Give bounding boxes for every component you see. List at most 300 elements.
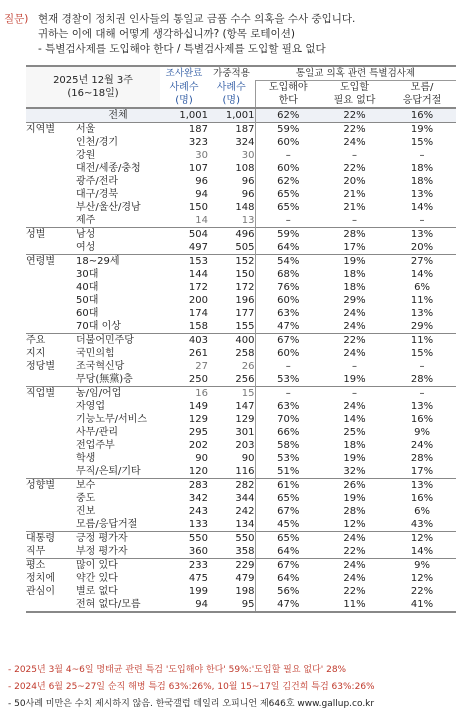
row-count-weighted: 147 — [235, 401, 255, 412]
row-pct-dk: 16% — [410, 493, 434, 504]
row-pct-yes: 59% — [255, 123, 321, 137]
row-label: 30대 — [76, 269, 99, 280]
row-count-done: 233 — [160, 559, 208, 573]
row-pct-dk: – — [419, 361, 425, 372]
row-pct-yes: 76% — [255, 281, 321, 294]
row-category — [26, 426, 76, 439]
footnote-1: - 2025년 3월 4~6일 명태균 관련 특검 '도입해야 한다' 59%:'도입할 필요 없다' 28% — [8, 665, 347, 675]
row-count-weighted: 148 — [235, 202, 255, 213]
row-category — [26, 505, 76, 518]
row-count-done: 250 — [188, 374, 208, 385]
row-count-weighted: 229 — [208, 559, 255, 573]
table-row — [26, 452, 456, 465]
row-pct-dk: 41% — [388, 598, 456, 612]
row-pct-yes: 60% — [255, 162, 321, 175]
row-label: 무직/은퇴/기타 — [76, 466, 141, 477]
row-label: 인천/경기 — [76, 137, 119, 148]
row-pct-yes: 63% — [255, 307, 321, 320]
period-header — [26, 66, 160, 108]
row-pct-dk: 15% — [410, 137, 434, 148]
row-category: 연령별 — [26, 255, 76, 269]
row-count-weighted: 187 — [208, 123, 255, 137]
table-row — [26, 505, 456, 518]
row-category — [26, 294, 76, 307]
row-count-done: 295 — [188, 427, 208, 438]
row-pct-dk: 12% — [388, 532, 456, 546]
row-count-done: 94 — [195, 189, 208, 200]
table-row — [26, 439, 456, 452]
row-count-done: 360 — [188, 546, 208, 557]
table-row — [26, 268, 456, 281]
row-category — [26, 136, 76, 149]
row-count-weighted: 479 — [235, 573, 255, 584]
row-pct-dk: 19% — [388, 123, 456, 137]
row-pct-yes: 51% — [255, 465, 321, 479]
row-pct-no: 21% — [343, 202, 366, 213]
row-category — [26, 241, 76, 255]
row-count-weighted: 152 — [208, 255, 255, 269]
table-row — [26, 201, 456, 214]
row-pct-dk: 13% — [388, 479, 456, 493]
row-pct-dk: – — [419, 215, 425, 226]
row-pct-no: 18% — [343, 440, 366, 451]
row-count-done: 497 — [188, 242, 208, 253]
table-row — [26, 559, 456, 573]
row-pct-dk: 24% — [410, 440, 434, 451]
row-label: 제주 — [76, 215, 96, 226]
row-category — [26, 492, 76, 505]
row-count-weighted: 90 — [241, 453, 255, 464]
table-row — [26, 307, 456, 320]
row-category — [26, 465, 76, 479]
row-pct-yes: 56% — [255, 585, 321, 598]
row-label: 전업주부 — [76, 440, 115, 451]
row-pct-dk: 29% — [410, 321, 434, 332]
header-weighted: 가중적용 — [208, 66, 255, 81]
row-category — [26, 452, 76, 465]
row-pct-yes: 45% — [255, 518, 321, 532]
row-pct-yes: 53% — [255, 452, 321, 465]
row-pct-no: 22% — [321, 123, 388, 137]
row-pct-yes: 53% — [255, 373, 321, 387]
subheader-yes: 도입해야 한다 — [255, 81, 321, 109]
row-category: 지지 — [26, 348, 46, 359]
row-label: 대구/경북 — [76, 189, 119, 200]
row-label: 농/임/어업 — [76, 387, 160, 401]
row-category — [26, 108, 76, 123]
row-label: 진보 — [76, 506, 96, 517]
row-category — [26, 400, 76, 413]
row-label: 광주/전라 — [76, 176, 119, 187]
row-category — [26, 307, 76, 320]
row-pct-no: 22% — [343, 163, 366, 174]
row-count-weighted: 26 — [241, 361, 255, 372]
row-pct-yes: – — [255, 387, 321, 401]
row-count-weighted: 282 — [208, 479, 255, 493]
subheader-weighted: 사례수 (명) — [208, 81, 255, 109]
row-pct-no: 24% — [343, 321, 366, 332]
row-category: 관심이 — [26, 586, 55, 597]
row-pct-yes: 65% — [255, 492, 321, 505]
subheader-done: 사례수 (명) — [160, 81, 208, 109]
footnotes — [8, 662, 464, 713]
row-pct-no: – — [352, 361, 357, 372]
table-row — [26, 532, 456, 546]
row-pct-dk: 27% — [388, 255, 456, 269]
row-count-weighted: 344 — [235, 493, 255, 504]
row-pct-yes: – — [255, 360, 321, 373]
table-row — [26, 136, 456, 149]
row-category — [26, 373, 76, 387]
row-pct-dk: 14% — [410, 269, 434, 280]
row-count-weighted: 155 — [235, 321, 255, 332]
row-count-weighted: 150 — [235, 269, 255, 280]
row-pct-no: 29% — [343, 295, 366, 306]
period-line-2: (16~18일) — [67, 88, 119, 99]
row-pct-no: 24% — [343, 308, 366, 319]
row-label: 조국혁신당 — [76, 361, 125, 372]
table-row — [26, 334, 456, 348]
row-pct-yes: 67% — [255, 559, 321, 573]
row-label: 무당(無黨)층 — [76, 374, 133, 385]
row-count-done: 158 — [188, 321, 208, 332]
row-count-done: 550 — [160, 532, 208, 546]
table-row — [26, 413, 456, 426]
row-pct-no: 22% — [321, 334, 388, 348]
row-category — [26, 439, 76, 452]
question-line-1: 현재 경찰이 정치권 인사들의 통일교 금품 수수 의혹을 수사 중입니다. — [38, 13, 356, 25]
row-category — [26, 188, 76, 201]
row-category: 정당별 — [26, 361, 55, 372]
row-pct-yes: 67% — [255, 334, 321, 348]
row-count-done: 283 — [160, 479, 208, 493]
row-pct-dk: 9% — [388, 559, 456, 573]
row-label: 국민의힘 — [76, 348, 115, 359]
row-category: 대통령 — [26, 532, 76, 546]
row-count-done: 150 — [188, 202, 208, 213]
table-row — [26, 162, 456, 175]
subheader-dk: 모름/ 응답거절 — [388, 81, 456, 109]
table-row — [26, 228, 456, 242]
row-count-done: 202 — [188, 440, 208, 451]
row-pct-dk: 13% — [410, 189, 434, 200]
table-row — [26, 294, 456, 307]
row-count-done: 200 — [188, 295, 208, 306]
row-label: 많이 있다 — [76, 559, 160, 573]
row-count-weighted: 358 — [235, 546, 255, 557]
table-row — [26, 426, 456, 439]
row-pct-dk: 20% — [410, 242, 434, 253]
row-label: 여성 — [76, 242, 96, 253]
row-pct-no: 22% — [343, 586, 366, 597]
row-label: 학생 — [76, 453, 96, 464]
row-count-done: 14 — [195, 215, 208, 226]
row-pct-dk: 15% — [410, 348, 434, 359]
row-count-done: 94 — [160, 598, 208, 612]
row-label: 전혀 없다/모름 — [76, 598, 160, 612]
header-group: 통일교 의혹 관련 특별검사제 — [255, 66, 456, 81]
row-count-done: 243 — [188, 506, 208, 517]
row-count-done: 342 — [188, 493, 208, 504]
row-count-weighted: 177 — [235, 308, 255, 319]
table-row — [26, 241, 456, 255]
row-pct-yes: 68% — [255, 268, 321, 281]
row-count-done: 16 — [160, 387, 208, 401]
row-count-weighted: 242 — [235, 506, 255, 517]
row-label: 부산/울산/경남 — [76, 202, 141, 213]
table-row — [26, 188, 456, 201]
row-category: 평소 — [26, 559, 76, 573]
row-pct-dk: 16% — [388, 108, 456, 123]
row-pct-no: – — [321, 387, 388, 401]
period-line-1: 2025년 12월 3주 — [53, 75, 133, 86]
row-count-weighted: 198 — [235, 586, 255, 597]
row-label: 전체 — [76, 108, 160, 123]
row-pct-no: 18% — [343, 282, 366, 293]
row-pct-dk: – — [419, 150, 425, 161]
row-pct-dk: 9% — [414, 427, 430, 438]
row-count-done: 90 — [195, 453, 208, 464]
row-count-weighted: 550 — [208, 532, 255, 546]
row-pct-yes: 61% — [255, 479, 321, 493]
row-count-weighted: 324 — [235, 137, 255, 148]
row-pct-no: 24% — [321, 559, 388, 573]
row-pct-no: 28% — [343, 506, 366, 517]
row-pct-no: 18% — [343, 269, 366, 280]
row-pct-yes: 65% — [255, 532, 321, 546]
row-count-weighted: 108 — [235, 163, 255, 174]
row-label: 18~29세 — [76, 255, 160, 269]
row-pct-yes: 59% — [255, 228, 321, 242]
row-count-weighted: 1,001 — [208, 108, 255, 123]
row-pct-no: 32% — [343, 466, 366, 477]
row-pct-no: 24% — [343, 348, 366, 359]
row-category: 지역별 — [26, 123, 76, 137]
table-row — [26, 387, 456, 401]
table-row — [26, 373, 456, 387]
row-pct-no: 12% — [343, 519, 366, 530]
row-count-done: 199 — [188, 586, 208, 597]
row-pct-dk: 6% — [414, 506, 430, 517]
row-label: 60대 — [76, 308, 99, 319]
row-pct-no: 19% — [343, 374, 366, 385]
row-pct-no: 24% — [343, 401, 366, 412]
row-label: 대전/세종/충청 — [76, 163, 141, 174]
row-pct-dk: 17% — [410, 466, 434, 477]
table-row-total — [26, 108, 456, 123]
row-pct-no: 26% — [321, 479, 388, 493]
row-category — [26, 281, 76, 294]
row-label: 중도 — [76, 493, 96, 504]
question-line-2: 귀하는 이에 대해 어떻게 생각하십니까? (항목 로테이션) — [38, 28, 295, 40]
row-count-done: 120 — [188, 466, 208, 477]
row-pct-dk: 13% — [388, 228, 456, 242]
row-pct-dk: 11% — [410, 295, 434, 306]
table-row — [26, 479, 456, 493]
table-row — [26, 347, 456, 360]
row-count-weighted: 301 — [235, 427, 255, 438]
table-row — [26, 545, 456, 559]
row-pct-yes: 54% — [255, 255, 321, 269]
subheader-no: 도입할 필요 없다 — [321, 81, 388, 109]
row-pct-no: 17% — [343, 242, 366, 253]
row-label: 70대 이상 — [76, 321, 121, 332]
row-pct-yes: 60% — [255, 294, 321, 307]
row-pct-yes: 70% — [255, 413, 321, 426]
row-count-weighted: 505 — [235, 242, 255, 253]
row-pct-no: 11% — [321, 598, 388, 612]
row-count-done: 107 — [188, 163, 208, 174]
row-pct-no: 22% — [321, 108, 388, 123]
row-pct-yes: 62% — [255, 175, 321, 188]
row-pct-no: 22% — [343, 546, 366, 557]
row-count-done: 129 — [188, 414, 208, 425]
row-category — [26, 413, 76, 426]
row-pct-no: – — [352, 150, 357, 161]
table-row — [26, 572, 456, 585]
row-category: 정치에 — [26, 573, 55, 584]
table-row — [26, 598, 456, 612]
row-pct-yes: 65% — [255, 201, 321, 214]
row-pct-no: – — [352, 215, 357, 226]
row-pct-no: 14% — [343, 414, 366, 425]
row-count-weighted: 13 — [241, 215, 255, 226]
row-pct-yes: 65% — [255, 188, 321, 201]
row-pct-yes: 58% — [255, 439, 321, 452]
row-category — [26, 201, 76, 214]
row-count-done: 323 — [188, 137, 208, 148]
row-count-weighted: 203 — [235, 440, 255, 451]
footnote-2: - 2024년 6월 25~27일 순직 해병 특검 63%:26%, 10월 15~17일 김건희 특검 63%:26% — [8, 682, 375, 692]
row-count-done: 153 — [160, 255, 208, 269]
row-pct-yes: 63% — [255, 400, 321, 413]
table-row — [26, 518, 456, 532]
table-row — [26, 214, 456, 228]
row-count-weighted: 172 — [235, 282, 255, 293]
row-label: 사무/관리 — [76, 427, 119, 438]
row-category: 성별 — [26, 228, 76, 242]
table-row — [26, 465, 456, 479]
row-category — [26, 162, 76, 175]
row-pct-yes: – — [255, 149, 321, 162]
table-row — [26, 175, 456, 188]
question-text — [38, 12, 464, 57]
row-pct-yes: 67% — [255, 505, 321, 518]
question-tag: 질문) — [4, 13, 29, 25]
row-pct-yes: 64% — [255, 545, 321, 559]
row-category — [26, 268, 76, 281]
row-label: 긍정 평가자 — [76, 532, 160, 546]
row-count-done: 172 — [188, 282, 208, 293]
table-row — [26, 123, 456, 137]
row-pct-no: 25% — [343, 427, 366, 438]
row-pct-no: 28% — [321, 228, 388, 242]
row-count-done: 27 — [195, 361, 208, 372]
table-body — [26, 108, 456, 612]
row-count-weighted: 95 — [208, 598, 255, 612]
row-pct-no: 21% — [343, 189, 366, 200]
row-count-done: 1,001 — [160, 108, 208, 123]
table-row — [26, 492, 456, 505]
row-pct-yes: 64% — [255, 572, 321, 585]
table-row — [26, 149, 456, 162]
row-count-done: 261 — [188, 348, 208, 359]
table-row — [26, 360, 456, 373]
table-row — [26, 281, 456, 294]
row-category — [26, 320, 76, 334]
row-count-done: 133 — [188, 519, 208, 530]
row-category — [26, 518, 76, 532]
results-table — [26, 65, 456, 613]
row-category: 성향별 — [26, 479, 76, 493]
row-pct-no: 24% — [321, 532, 388, 546]
row-label: 더불어민주당 — [76, 334, 160, 348]
row-pct-dk: 12% — [410, 573, 434, 584]
header-done: 조사완료 — [160, 66, 208, 81]
row-pct-dk: 14% — [410, 546, 434, 557]
row-count-weighted: 400 — [208, 334, 255, 348]
row-label: 약간 있다 — [76, 573, 118, 584]
question-line-3: - 특별검사제를 도입해야 한다 / 특별검사제를 도입할 필요 없다 — [38, 43, 326, 55]
row-category: 주요 — [26, 334, 76, 348]
row-pct-dk: 6% — [414, 282, 430, 293]
row-count-weighted: 196 — [235, 295, 255, 306]
row-count-weighted: 129 — [235, 414, 255, 425]
row-label: 모름/응답거절 — [76, 519, 138, 530]
row-count-weighted: 258 — [235, 348, 255, 359]
row-category: 직업별 — [26, 387, 76, 401]
row-pct-no: 19% — [343, 453, 366, 464]
row-count-done: 475 — [188, 573, 208, 584]
row-label: 자영업 — [76, 401, 105, 412]
row-category: 직무 — [26, 546, 46, 557]
row-pct-yes: 47% — [255, 320, 321, 334]
row-label: 남성 — [76, 228, 160, 242]
row-label: 40대 — [76, 282, 99, 293]
row-count-weighted: 96 — [241, 176, 255, 187]
row-count-done: 149 — [188, 401, 208, 412]
row-count-done: 144 — [188, 269, 208, 280]
row-count-weighted: 134 — [235, 519, 255, 530]
row-label: 별로 없다 — [76, 586, 118, 597]
row-count-weighted: 496 — [208, 228, 255, 242]
row-pct-dk: 43% — [410, 519, 434, 530]
row-pct-no: 24% — [343, 137, 366, 148]
row-count-done: 187 — [160, 123, 208, 137]
footnote-3: - 50사례 미만은 수치 제시하지 않음. 한국갤럽 데일리 오피니언 제646호 www.gallup.co.kr — [8, 699, 375, 709]
row-pct-dk: 11% — [388, 334, 456, 348]
row-pct-yes: 60% — [255, 136, 321, 149]
row-pct-no: 19% — [321, 255, 388, 269]
row-label: 강원 — [76, 150, 96, 161]
table-row — [26, 585, 456, 598]
row-pct-yes: 60% — [255, 347, 321, 360]
row-label: 기능노무/서비스 — [76, 414, 147, 425]
row-pct-yes: 47% — [255, 598, 321, 612]
row-pct-dk: 13% — [410, 401, 434, 412]
row-count-weighted: 96 — [241, 189, 255, 200]
row-pct-yes: 66% — [255, 426, 321, 439]
row-label: 보수 — [76, 479, 160, 493]
row-pct-dk: – — [388, 387, 456, 401]
row-label: 50대 — [76, 295, 99, 306]
row-category — [26, 149, 76, 162]
row-count-done: 504 — [160, 228, 208, 242]
row-pct-dk: 13% — [410, 308, 434, 319]
row-pct-dk: 18% — [410, 163, 434, 174]
row-count-weighted: 15 — [208, 387, 255, 401]
row-pct-dk: 22% — [410, 586, 434, 597]
